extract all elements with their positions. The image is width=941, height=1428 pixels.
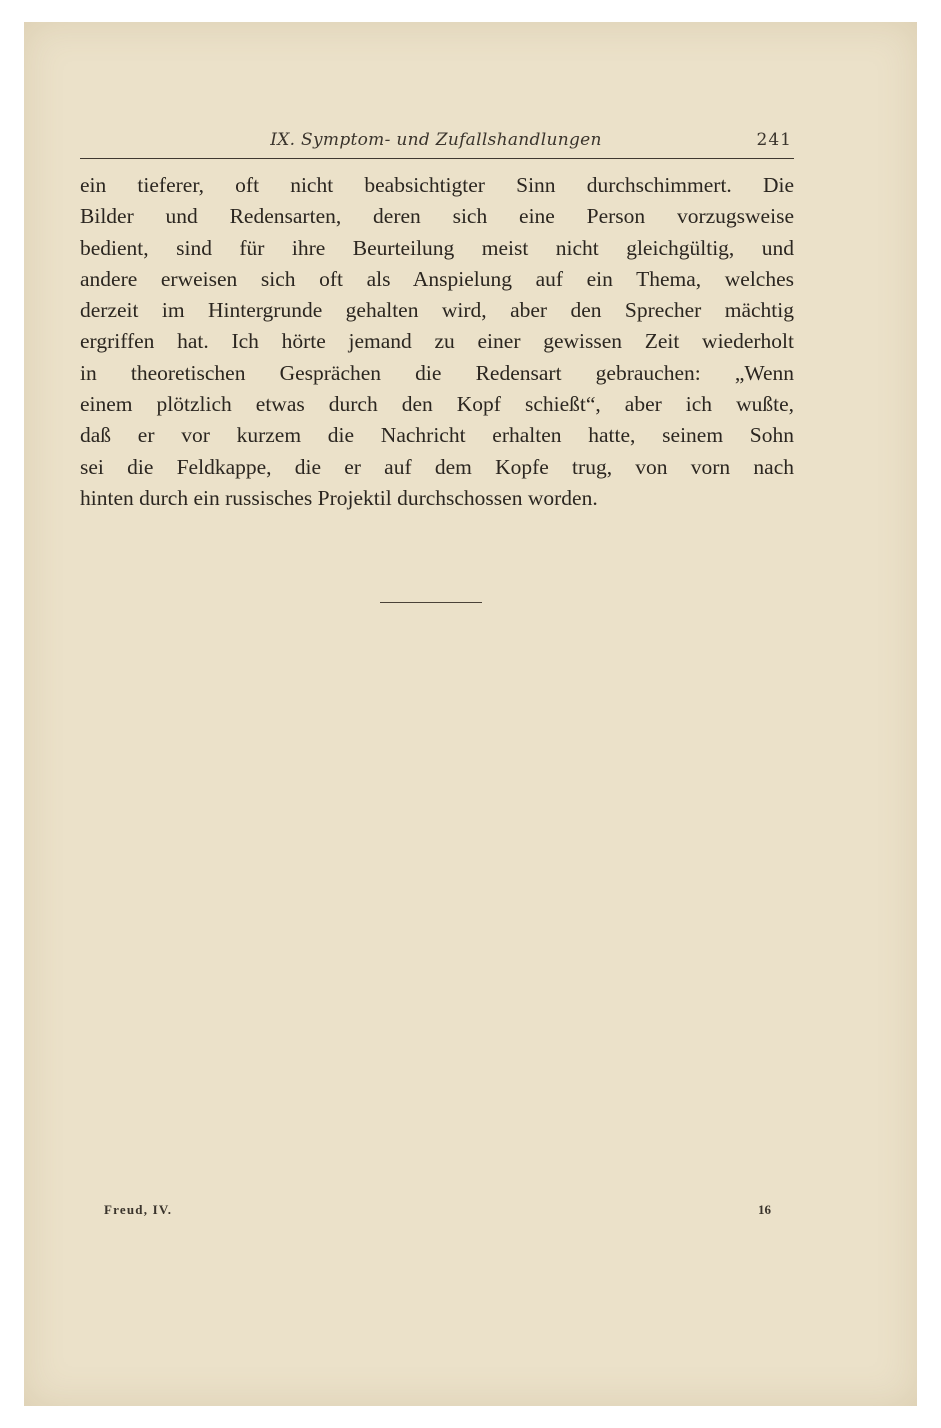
page-header bbox=[80, 130, 792, 156]
text-line: bedient, sind für ihre Beurteilung meist nicht gleichgültig, und bbox=[80, 235, 794, 260]
sheet-number: 16 bbox=[758, 1202, 771, 1217]
text-line: in theoretischen Gesprächen die Redensart gebrauchen: „Wenn bbox=[80, 360, 794, 385]
text-line: hinten durch ein russisches Projektil durchschossen worden. bbox=[80, 485, 598, 510]
page-number: 241 bbox=[756, 130, 792, 150]
body-paragraph bbox=[80, 170, 794, 514]
text-line: derzeit im Hintergrunde gehalten wird, aber den Sprecher mächtig bbox=[80, 298, 794, 323]
text-line: einem plötzlich etwas durch den Kopf schießt“, aber ich wußte, bbox=[80, 392, 794, 417]
header-rule bbox=[80, 158, 794, 159]
book-page bbox=[24, 22, 917, 1406]
text-line: Bilder und Redensarten, deren sich eine Person vorzugsweise bbox=[80, 204, 794, 229]
text-line: ein tieferer, oft nicht beabsichtigter Sinn durchschimmert. Die bbox=[80, 173, 794, 197]
text-line: daß er vor kurzem die Nachricht erhalten hatte, seinem Sohn bbox=[80, 423, 794, 448]
signature-mark: Freud, IV. bbox=[104, 1202, 173, 1217]
text-line: andere erweisen sich oft als Anspielung auf ein Thema, welches bbox=[80, 266, 794, 291]
section-separator bbox=[380, 602, 482, 603]
text-line: ergriffen hat. Ich hörte jemand zu einer gewissen Zeit wiederholt bbox=[80, 329, 794, 354]
running-head: IX. Symptom- und Zufallshandlungen bbox=[270, 130, 602, 150]
text-line: sei die Feldkappe, die er auf dem Kopfe trug, von vorn nach bbox=[80, 454, 794, 479]
